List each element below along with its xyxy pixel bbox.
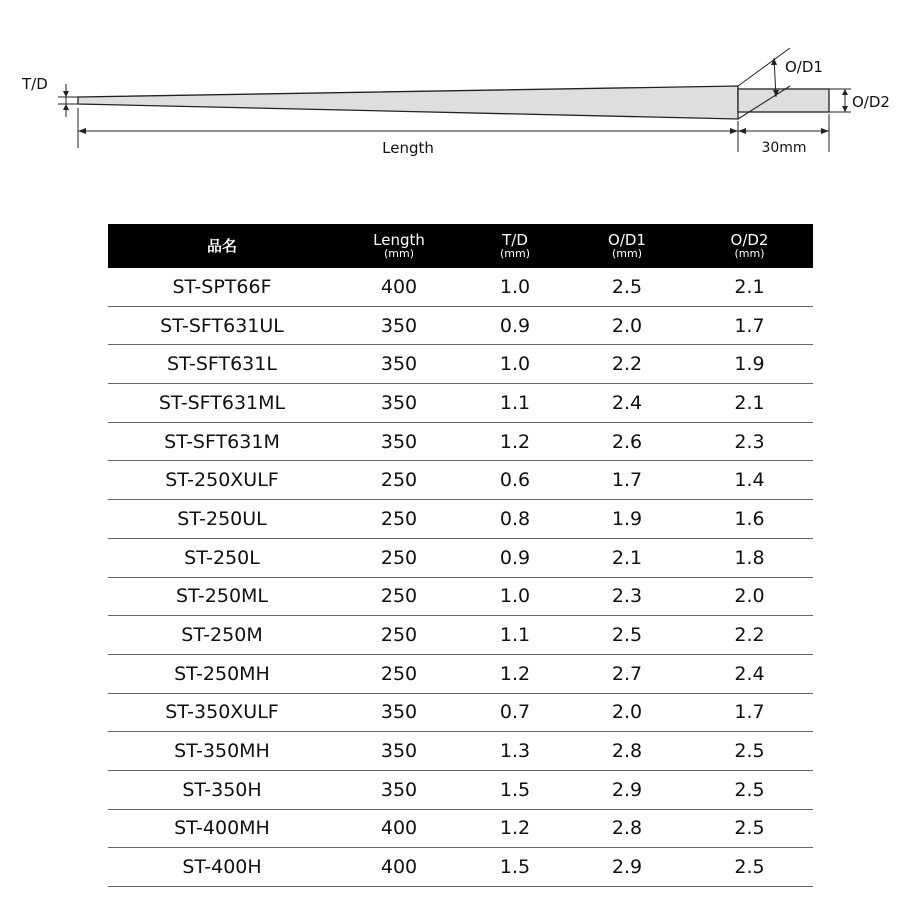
cell-td: 1.3: [462, 732, 568, 771]
table-row: [108, 770, 813, 809]
cell-product-name: ST-SFT631UL: [108, 306, 336, 345]
cell-length: 250: [336, 577, 462, 616]
cell-od1: 2.3: [568, 577, 686, 616]
table-row: [108, 500, 813, 539]
cell-product-name: ST-SFT631L: [108, 345, 336, 384]
table-row: [108, 422, 813, 461]
cell-length: 350: [336, 422, 462, 461]
table-row: [108, 345, 813, 384]
cell-td: 1.2: [462, 422, 568, 461]
cell-length: 400: [336, 848, 462, 887]
cell-td: 1.1: [462, 616, 568, 655]
cell-od2: 1.8: [686, 538, 813, 577]
cell-td: 1.0: [462, 345, 568, 384]
cell-od1: 2.7: [568, 654, 686, 693]
cell-od2: 1.4: [686, 461, 813, 500]
cell-length: 350: [336, 693, 462, 732]
grip-arrowhead-left: [738, 128, 746, 134]
cell-od1: 2.2: [568, 345, 686, 384]
cell-od2: 2.1: [686, 268, 813, 306]
header-product-name: [108, 224, 336, 268]
cell-od2: 2.2: [686, 616, 813, 655]
cell-od2: 2.5: [686, 732, 813, 771]
table-row: [108, 306, 813, 345]
tip-butt-section: [738, 89, 829, 112]
cell-product-name: ST-250M: [108, 616, 336, 655]
cell-od1: 1.9: [568, 500, 686, 539]
header-product-name-label: 品名: [206, 237, 237, 255]
cell-td: 0.9: [462, 538, 568, 577]
cell-od2: 2.3: [686, 422, 813, 461]
cell-product-name: ST-250ML: [108, 577, 336, 616]
cell-od1: 2.8: [568, 732, 686, 771]
cell-od1: 2.4: [568, 384, 686, 423]
length-arrowhead-right: [730, 128, 738, 134]
header-od1-unit: (mm): [611, 247, 642, 260]
table-row: [108, 577, 813, 616]
header-od1: [568, 224, 686, 268]
cell-length: 400: [336, 268, 462, 306]
cell-od2: 2.5: [686, 848, 813, 887]
cell-length: 250: [336, 500, 462, 539]
cell-od1: 2.6: [568, 422, 686, 461]
cell-od2: 2.1: [686, 384, 813, 423]
od2-label: O/D2: [852, 93, 890, 111]
cell-od2: 1.9: [686, 345, 813, 384]
od2-arrowhead-top: [842, 89, 848, 95]
cell-product-name: ST-250MH: [108, 654, 336, 693]
cell-length: 350: [336, 384, 462, 423]
cell-od1: 2.0: [568, 306, 686, 345]
table-row: [108, 384, 813, 423]
cell-product-name: ST-250UL: [108, 500, 336, 539]
header-od2-unit: (mm): [734, 247, 765, 260]
cell-od1: 2.8: [568, 809, 686, 848]
cell-product-name: ST-SFT631ML: [108, 384, 336, 423]
cell-length: 350: [336, 770, 462, 809]
cell-product-name: ST-250XULF: [108, 461, 336, 500]
cell-product-name: ST-400MH: [108, 809, 336, 848]
table-row: [108, 809, 813, 848]
tip-taper-shape: [78, 86, 738, 119]
cell-product-name: ST-SFT631M: [108, 422, 336, 461]
header-length: [336, 224, 462, 268]
cell-td: 1.1: [462, 384, 568, 423]
cell-length: 400: [336, 809, 462, 848]
header-od2-label: O/D2: [730, 231, 769, 249]
cell-od1: 2.5: [568, 616, 686, 655]
length-arrowhead-left: [78, 128, 86, 134]
cell-od1: 2.1: [568, 538, 686, 577]
cell-od1: 2.5: [568, 268, 686, 306]
table-row: [108, 616, 813, 655]
header-length-label: Length: [373, 231, 425, 249]
cell-od2: 1.7: [686, 693, 813, 732]
cell-td: 1.5: [462, 848, 568, 887]
header-od2: [686, 224, 813, 268]
tip-dimension-diagram: [0, 0, 920, 180]
cell-product-name: ST-SPT66F: [108, 268, 336, 306]
cell-od2: 2.5: [686, 770, 813, 809]
cell-product-name: ST-350MH: [108, 732, 336, 771]
header-td-label: T/D: [502, 231, 528, 249]
td-arrowhead-top: [63, 91, 69, 97]
length-label: Length: [382, 139, 434, 157]
td-arrowhead-bottom: [63, 104, 69, 110]
od2-arrowhead-bottom: [842, 106, 848, 112]
cell-od2: 2.0: [686, 577, 813, 616]
table-row: [108, 732, 813, 771]
cell-length: 250: [336, 538, 462, 577]
header-td-unit: (mm): [499, 247, 530, 260]
header-row: [108, 224, 813, 268]
od1-label: O/D1: [785, 58, 823, 76]
cell-length: 350: [336, 306, 462, 345]
cell-td: 1.2: [462, 809, 568, 848]
cell-td: 0.7: [462, 693, 568, 732]
cell-product-name: ST-350H: [108, 770, 336, 809]
table-row: [108, 461, 813, 500]
cell-td: 1.0: [462, 577, 568, 616]
cell-length: 350: [336, 732, 462, 771]
cell-od2: 1.6: [686, 500, 813, 539]
header-od1-label: O/D1: [608, 231, 646, 249]
header-length-unit: (mm): [383, 247, 414, 260]
cell-od1: 2.9: [568, 848, 686, 887]
cell-td: 1.2: [462, 654, 568, 693]
cell-od1: 1.7: [568, 461, 686, 500]
cell-od1: 2.9: [568, 770, 686, 809]
cell-td: 0.8: [462, 500, 568, 539]
cell-product-name: ST-400H: [108, 848, 336, 887]
cell-td: 0.9: [462, 306, 568, 345]
td-label: T/D: [22, 75, 48, 93]
table-row: [108, 848, 813, 887]
cell-td: 1.0: [462, 268, 568, 306]
cell-length: 250: [336, 461, 462, 500]
od1-leader-a: [738, 48, 790, 86]
table-body: [108, 268, 813, 887]
table-row: [108, 693, 813, 732]
table-row: [108, 654, 813, 693]
cell-length: 250: [336, 654, 462, 693]
cell-length: 250: [336, 616, 462, 655]
cell-td: 0.6: [462, 461, 568, 500]
cell-product-name: ST-350XULF: [108, 693, 336, 732]
grip-arrowhead-right: [821, 128, 829, 134]
cell-od1: 2.0: [568, 693, 686, 732]
cell-od2: 1.7: [686, 306, 813, 345]
cell-length: 350: [336, 345, 462, 384]
table-row: [108, 268, 813, 306]
header-td: [462, 224, 568, 268]
tip-spec-table: [108, 224, 813, 887]
grip-length-label: 30mm: [761, 140, 807, 156]
table-row: [108, 538, 813, 577]
table-header: [108, 224, 813, 268]
cell-od2: 2.5: [686, 809, 813, 848]
cell-od2: 2.4: [686, 654, 813, 693]
cell-product-name: ST-250L: [108, 538, 336, 577]
cell-td: 1.5: [462, 770, 568, 809]
